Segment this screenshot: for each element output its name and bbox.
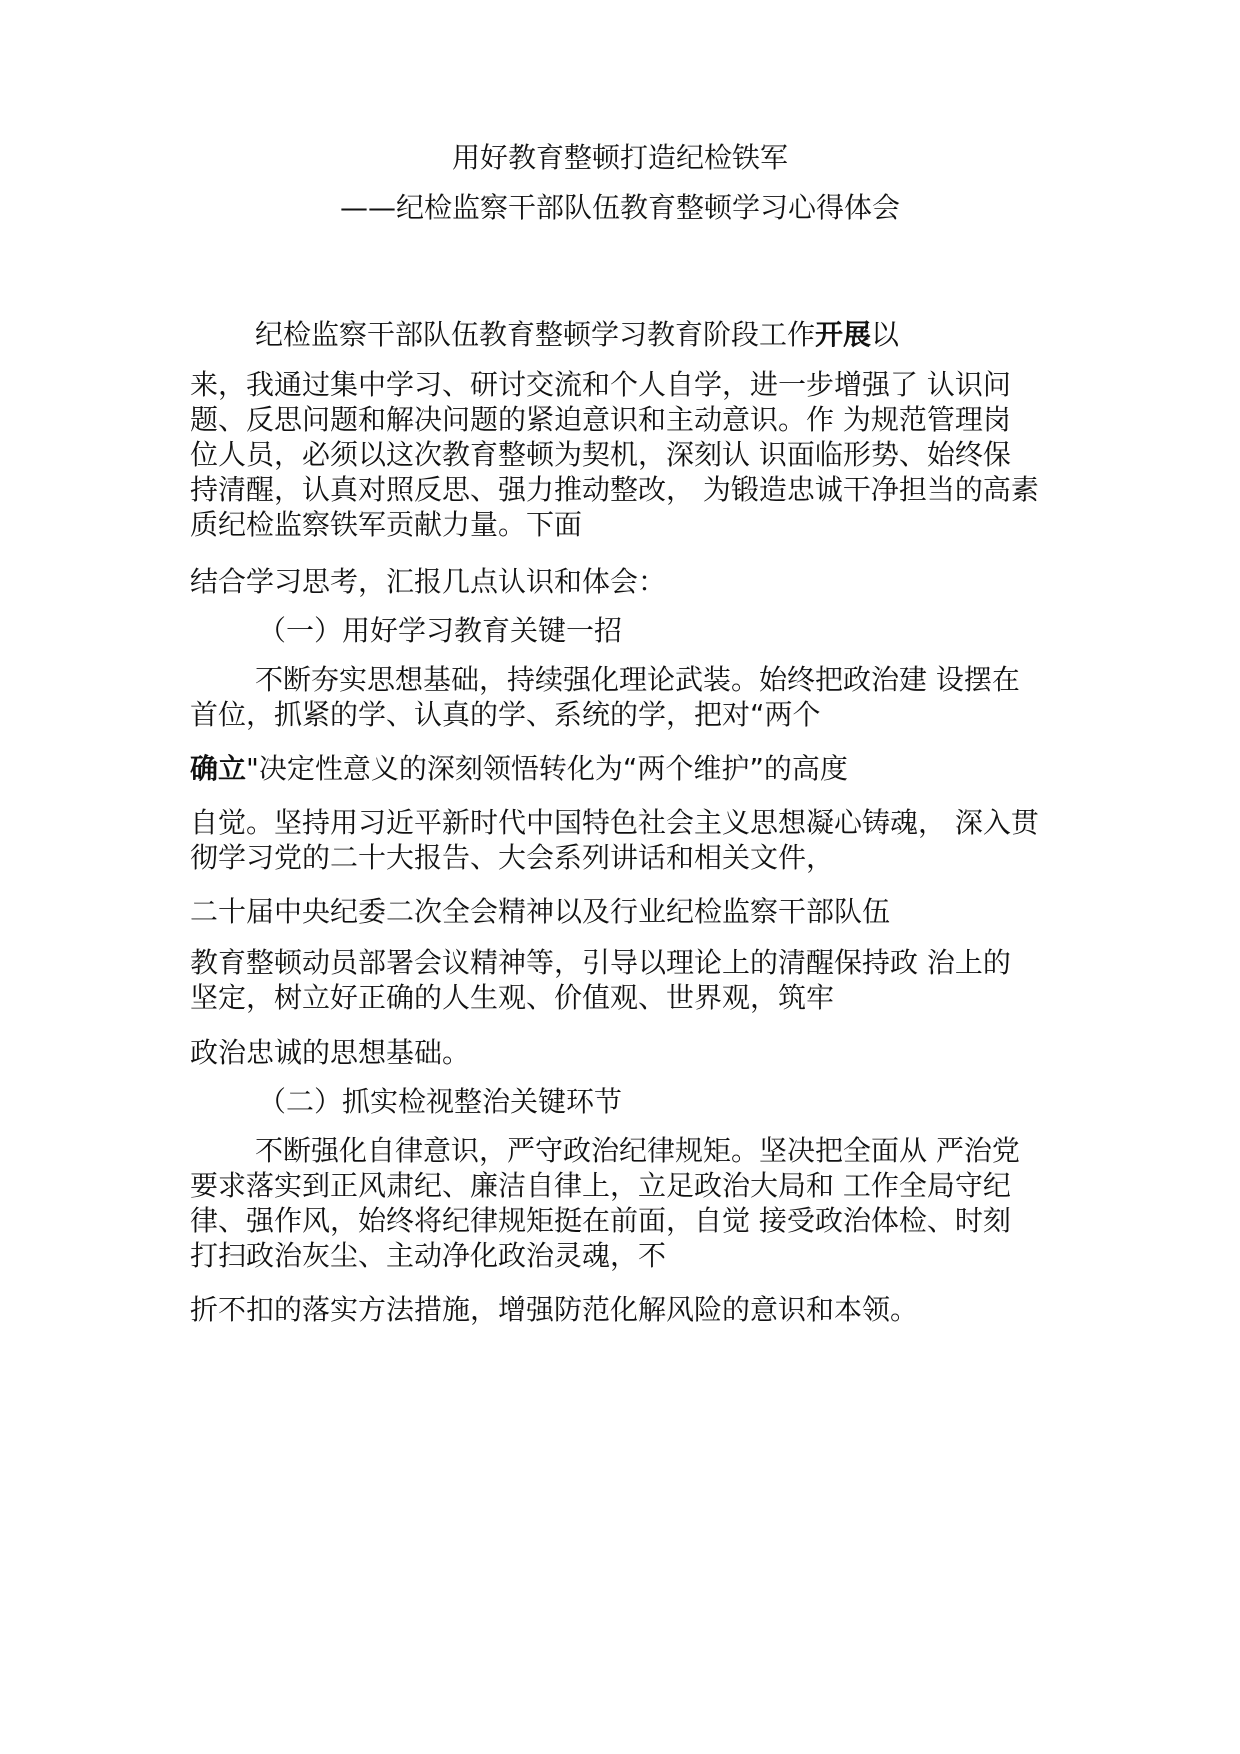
body-line: 律、强作风，始终将纪律规矩挺在前面，自觉 接受政治体检、时刻 (190, 1204, 1011, 1237)
body-line: 彻学习党的二十大报告、大会系列讲话和相关文件， (190, 841, 835, 874)
body-line: 不断强化自律意识，严守政治纪律规矩。坚决把全面从 严治党 (255, 1134, 1020, 1167)
body-line: 题、反思问题和解决问题的紧迫意识和主动意识。作 为规范管理岗 (190, 403, 1011, 436)
section-heading: （二）抓实检视整治关键环节 (258, 1085, 623, 1118)
body-line: 首位，抓紧的学、认真的学、系统的学，把对“两个 (190, 698, 821, 731)
body-line: 位人员，必须以这次教育整顿为契机，深刻认 识面临形势、始终保 (190, 438, 1011, 471)
body-line: 打扫政治灰尘、主动净化政治灵魂，不 (190, 1239, 667, 1272)
body-line: 坚定，树立好正确的人生观、价值观、世界观，筑牢 (190, 981, 835, 1014)
body-line: 纪检监察干部队伍教育整顿学习教育阶段工作开展以 (255, 318, 900, 351)
document-title: 用好教育整顿打造纪检铁军 (451, 141, 788, 174)
body-line: 结合学习思考，汇报几点认识和体会： (190, 565, 667, 598)
body-line: 教育整顿动员部署会议精神等，引导以理论上的清醒保持政 治上的 (190, 946, 1011, 979)
body-line: 自觉。坚持用习近平新时代中国特色社会主义思想凝心铸魂， 深入贯 (190, 806, 1039, 839)
body-line: 不断夯实思想基础，持续强化理论武装。始终把政治建 设摆在 (255, 663, 1020, 696)
document-subtitle: ——纪检监察干部队伍教育整顿学习心得体会 (339, 191, 900, 224)
body-line: 确立"决定性意义的深刻领悟转化为“两个维护”的高度 (190, 752, 848, 785)
body-line: 质纪检监察铁军贡献力量。下面 (190, 508, 583, 541)
section-heading: （一）用好学习教育关键一招 (258, 614, 623, 647)
body-line: 折不扣的落实方法措施，增强防范化解风险的意识和本领。 (190, 1293, 919, 1326)
body-line: 政治忠诚的思想基础。 (190, 1036, 471, 1069)
body-line: 要求落实到正风肃纪、廉洁自律上，立足政治大局和 工作全局守纪 (190, 1169, 1011, 1202)
body-line: 二十届中央纪委二次全会精神以及行业纪检监察干部队伍 (190, 895, 891, 928)
body-line: 持清醒，认真对照反思、强力推动整改， 为锻造忠诚干净担当的高素 (190, 473, 1039, 506)
body-line: 来，我通过集中学习、研讨交流和个人自学，进一步增强了 认识问 (190, 368, 1011, 401)
